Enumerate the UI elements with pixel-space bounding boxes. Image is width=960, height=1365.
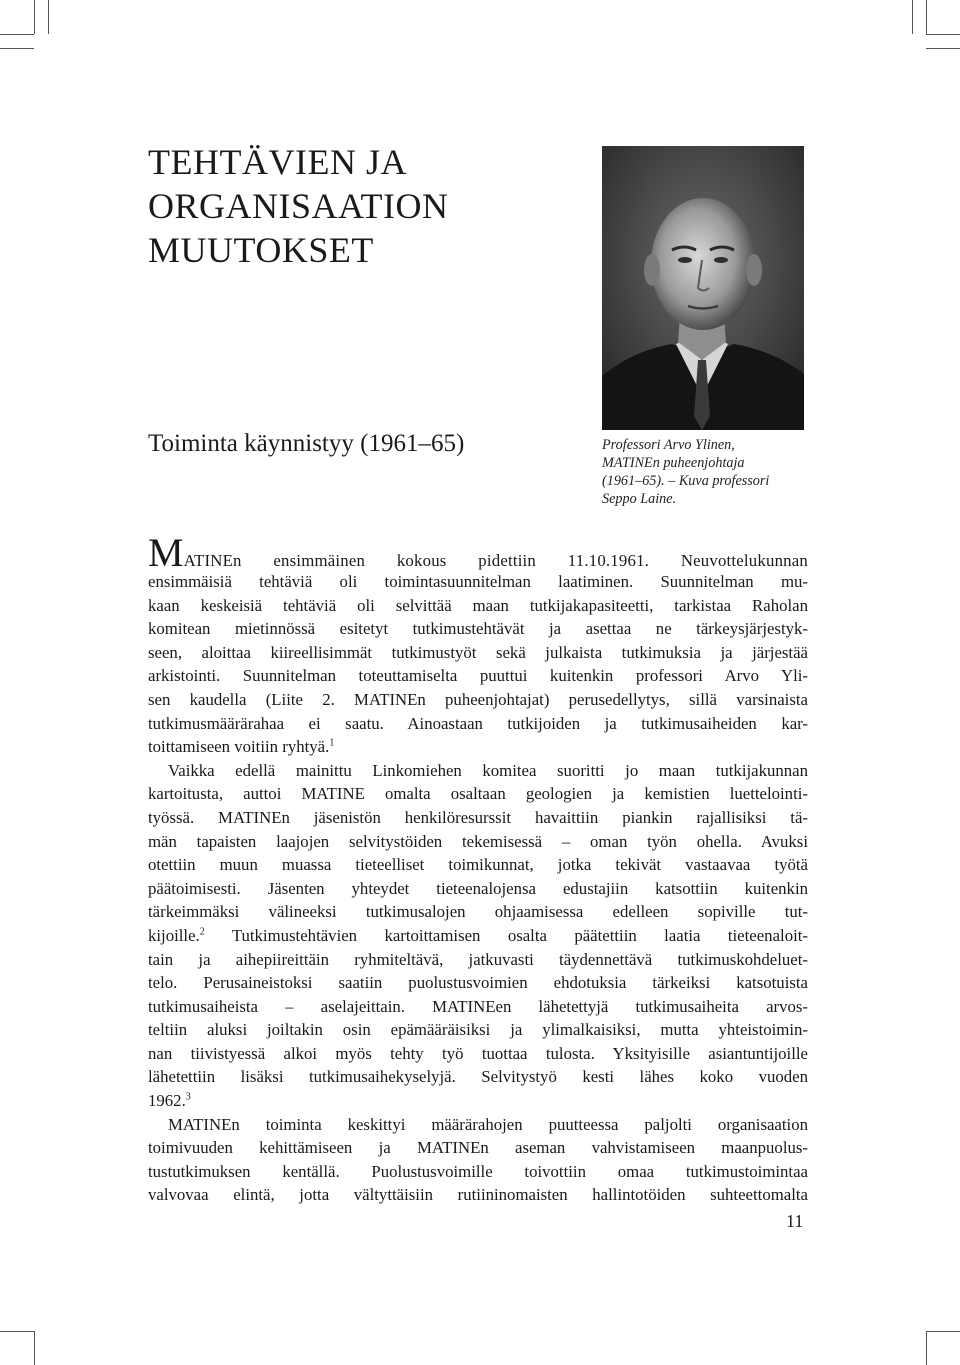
- crop-mark-top-left-h2: [0, 48, 34, 49]
- body-line: päätoimisesti. Jäsenten yhteydet tieteenalojensa edustajiin katsottiin kuitenkin: [148, 878, 808, 898]
- body-line: [148, 735, 808, 759]
- body-line: arkistointi. Suunnitelman toteuttamiselta puuttui kuitenkin professori Arvo Yli-: [148, 666, 808, 686]
- chapter-title-line-1: TEHTÄVIEN JA: [148, 142, 407, 182]
- body-line: komitean mietinnössä esitetyt tutkimustehtävät ja asettaa ne tärkeysjärjestyk-: [148, 619, 808, 639]
- crop-mark-top-right-v2: [926, 0, 927, 34]
- section-heading: Toiminta käynnistyy (1961–65): [148, 430, 465, 457]
- body-line: kartoitusta, auttoi MATINE omalta osaltaan geologien ja kemistien luettelointi-: [148, 784, 808, 804]
- footnote-ref-3: 3: [185, 1091, 191, 1103]
- p2-note-post: Tutkimustehtävien kartoittamisen osalta päätettiin laatia tieteenaloit-: [204, 925, 808, 945]
- caption-line-2: MATINEn puheenjohtaja: [602, 455, 745, 471]
- photo-caption: [602, 436, 822, 508]
- crop-mark-bottom-left-v: [34, 1331, 35, 1365]
- crop-mark-top-right-h: [926, 34, 960, 35]
- page-number: 11: [786, 1211, 804, 1231]
- chapter-title-line-2: ORGANISAATION: [148, 186, 449, 226]
- portrait-photo-icon: [602, 146, 804, 430]
- chapter-title-line-3: MUUTOKSET: [148, 230, 374, 270]
- crop-mark-bottom-right-h: [926, 1331, 960, 1332]
- body-line: män tapaisten laajojen selvitystöiden tekemisessä – oman työn ohella. Avuksi: [148, 831, 808, 851]
- body-line: tustutkimuksen kentällä. Puolustusvoimille toivottiin omaa tutkimustoimintaa: [148, 1161, 808, 1181]
- body-line: [148, 924, 808, 948]
- body-line: kaan keskeisiä tehtäviä oli selvittää maan tutkijakapasiteetti, tarkistaa Raholan: [148, 595, 808, 615]
- crop-mark-top-right-h2: [926, 48, 960, 49]
- body-line: seen, aloittaa kiireellisimmät tutkimustyöt sekä julkaista tutkimuksia ja järjestää: [148, 642, 808, 662]
- body-line: nan tiivistyessä alkoi myös tehty työ tuottaa tulosta. Yksityisille asiantuntijoille: [148, 1043, 808, 1063]
- caption-line-3: (1961–65). – Kuva professori: [602, 473, 770, 489]
- body-line: ensimmäisiä tehtäviä oli toimintasuunnitelman laatiminen. Suunnitelman mu-: [148, 572, 808, 591]
- body-line: toimivuuden kehittämiseen ja MATINEn aseman vahvistamiseen maanpuolus-: [148, 1138, 808, 1158]
- portrait-photo: [602, 146, 804, 430]
- body-line: teltiin aluksi joiltakin osin epämääräisiksi ja ylimalkaisiksi, mutta yhteistoimin-: [148, 1020, 808, 1040]
- body-line: Vaikka edellä mainittu Linkomiehen komitea suoritti jo maan tutkijakunnan: [168, 760, 808, 780]
- crop-mark-bottom-left-h: [0, 1331, 34, 1332]
- dropcap-letter: M: [148, 530, 184, 575]
- crop-mark-bottom-right-v: [926, 1331, 927, 1365]
- body-line: lähetettiin lisäksi tutkimusaihekyselyjä. Selvitystyö kesti lähes koko vuoden: [148, 1067, 808, 1087]
- body-line: sen kaudella (Liite 2. MATINEn puheenjohtajat) perusedellytys, sillä varsinaista: [148, 689, 808, 709]
- body-line: tärkeimmäksi välineeksi tutkimusalojen ohjaamisessa edelleen sopiville tut-: [148, 902, 808, 922]
- footnote-ref-1: 1: [329, 737, 335, 749]
- p2-last-text: 1962.: [148, 1091, 186, 1111]
- first-line-rest: ATINEn ensimmäinen kokous pidettiin 11.10.1961. Neuvottelukunnan: [183, 551, 808, 570]
- caption-line-1: Professori Arvo Ylinen,: [602, 437, 735, 453]
- body-line: otettiin muun muassa tieteelliset toimikunnat, jotka tekivät vastaavaa työtä: [148, 855, 808, 875]
- crop-mark-top-right-v: [912, 0, 913, 34]
- body-line: tain ja aihepiireittäin ryhmiteltävä, jatkuvasti täydennettävä tutkimuskohdeluet-: [148, 949, 808, 969]
- body-line: [148, 1089, 808, 1113]
- chapter-title: [148, 140, 568, 272]
- footnote-ref-2: 2: [199, 926, 205, 938]
- body-line: MATINEn toiminta keskittyi määrärahojen puutteessa paljolti organisaation: [168, 1114, 808, 1134]
- crop-mark-top-left-h: [0, 34, 34, 35]
- crop-mark-top-left-v2: [48, 0, 49, 34]
- crop-mark-top-left-v: [34, 0, 35, 34]
- p1-last-text: toittamiseen voitiin ryhtyä.: [148, 737, 330, 757]
- p2-note-pre: kijoille.: [148, 925, 200, 945]
- body-line: valvovaa elintä, jotta vältyttäisiin rutiininomaisten hallintotöiden suhteettomalta: [148, 1185, 808, 1205]
- caption-line-4: Seppo Laine.: [602, 491, 677, 507]
- body-line: tutkimusmäärärahaa ei saatu. Ainoastaan tutkijoiden ja tutkimusaiheiden kar-: [148, 713, 808, 733]
- body-line: työssä. MATINEn jäsenistön henkilöresurssit havaittiin piankin rajallisiksi tä-: [148, 807, 808, 827]
- body-text: [148, 530, 808, 1207]
- body-line-first: [148, 530, 808, 575]
- body-line: tutkimusaiheista – aselajeittain. MATINEen lähetettyjä tutkimusaiheita arvos-: [148, 996, 808, 1016]
- body-line: telo. Perusaineistoksi saatiin puolustusvoimien ehdotuksia tärkeiksi katsotuista: [148, 973, 808, 993]
